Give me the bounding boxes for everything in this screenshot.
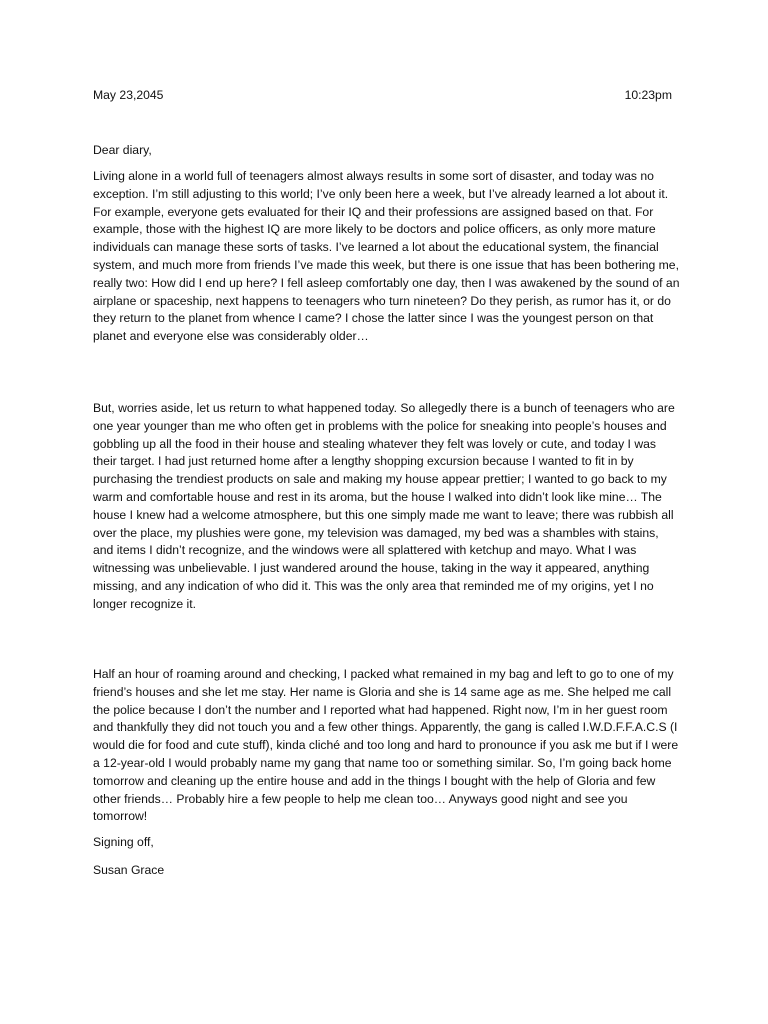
date-time-line bbox=[93, 87, 672, 105]
entry-time: 10:23pm bbox=[624, 88, 672, 102]
paragraph-3: Half an hour of roaming around and checking, I packed what remained in my bag and left to go to one of my friend’s houses and she let me stay. Her name is Gloria and she is 14 same age as me. She helped me call the police because I don’t the number and I reported what had happened. Right now, I’m in her guest room and thankfully they did not touch you and a few other things. Apparently, the gang is called I.W.D.F.F.A.C.S (I would die for food and cute stuff), kinda cliché and too long and hard to pronounce if you ask me but if I were a 12-year-old I would probably name my gang that name too or something similar. So, I’m going back home tomorrow and cleaning up the entire house and add in the things I bought with the help of Gloria and few other friends… Probably hire a few people to help me clean too… Anyways good night and see you tomorrow! bbox=[93, 667, 679, 824]
paragraph-2: But, worries aside, let us return to what happened today. So allegedly there is a bunch of teenagers who are one year younger than me who often get in problems with the police for sneaking into people’s houses and gobbling up all the food in their house and stealing whatever they felt was lovely or cute, and today I was their target. I had just returned home after a lengthy shopping excursion because I wanted to fit in by purchasing the trendiest products on sale and making my house appear prettier; I wanted to go back to my warm and comfortable house and rest in its aroma, but the house I walked into didn’t look like mine… The house I knew had a welcome atmosphere, but this one simply made me want to leave; there was rubbish all over the place, my plushies were gone, my television was damaged, my bed was a shambles with stains, and items I didn’t recognize, and the windows were all splattered with ketchup and mayo. What I was witnessing was unbelievable. I just wandered around the house, taking in the way it appeared, anything missing, and any indication of who did it. This was the only area that reminded me of my origins, yet I no longer recognize it. bbox=[93, 401, 675, 611]
signature: Susan Grace bbox=[93, 863, 165, 877]
closing: Signing off, bbox=[93, 835, 154, 849]
greeting: Dear diary, bbox=[93, 143, 152, 157]
entry-date: May 23,2045 bbox=[93, 88, 164, 102]
paragraph-1: Living alone in a world full of teenagers almost always results in some sort of disaster, and today was no exception. I’m still adjusting to this world; I’ve only been here a week, but I’ve already learned a lot about it. For example, everyone gets evaluated for their IQ and their professions are assigned based on that. For example, those with the highest IQ are more likely to be doctors and police officers, as only more mature individuals can manage these sorts of tasks. I’ve learned a lot about the educational system, the financial system, and much more from friends I’ve made this week, but there is one issue that has been bothering me, really two: How did I end up here? I fell asleep comfortably one day, then I was awakened by the sound of an airplane or spaceship, next happens to teenagers who turn nineteen? Do they perish, as rumor has it, or do they return to the planet from whence I came? I chose the latter since I was the youngest person on that planet and everyone else was considerably older… bbox=[93, 169, 680, 344]
